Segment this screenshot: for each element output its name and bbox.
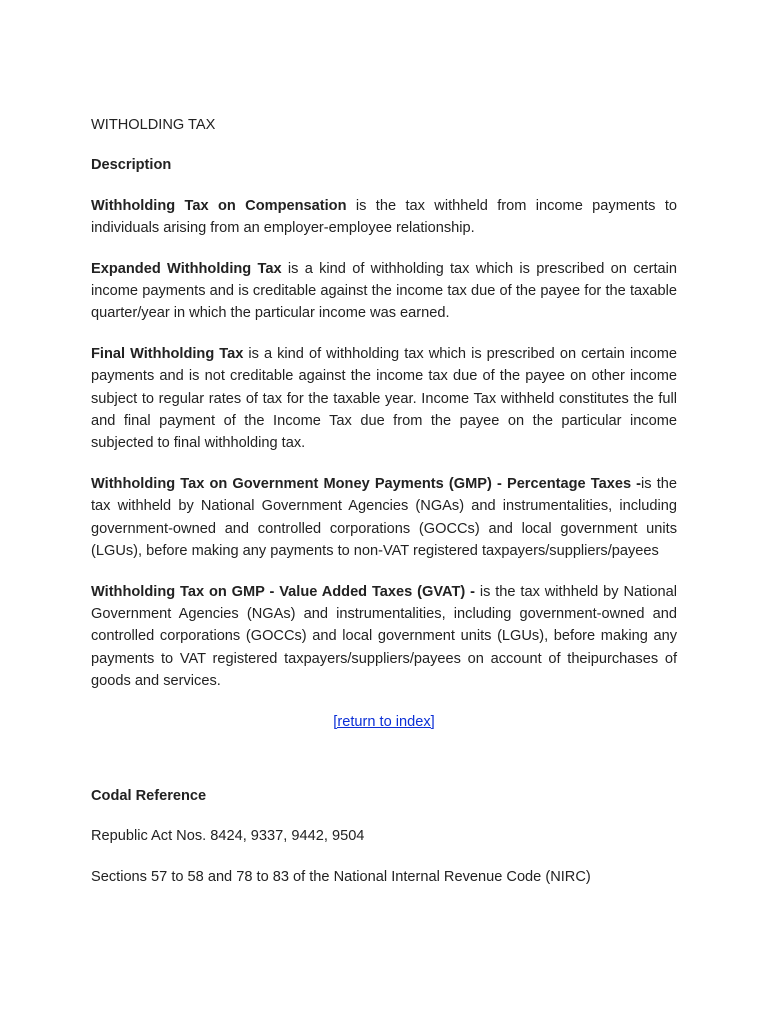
term-gvat: Withholding Tax on GMP - Value Added Taxes (GVAT) - xyxy=(91,583,475,600)
document-title xyxy=(91,114,677,136)
definition-expanded: is a kind of withholding tax which is prescribed on certain income payments and is creditable against the income tax due of the payee for the taxable quarter/year in which the particular income was earned. xyxy=(91,260,677,322)
codal-line-nirc-sections: Sections 57 to 58 and 78 to 83 of the National Internal Revenue Code (NIRC) xyxy=(91,868,591,885)
paragraph-compensation xyxy=(91,195,677,240)
return-to-index-link[interactable]: [return to index] xyxy=(333,713,435,730)
definition-gmp-percentage: is the tax withheld by National Government Agencies (NGAs) and instrumentalities, including government-owned and controlled corporations (GOCCs) and local government units (LGUs), before making any payments to non-VAT registered taxpayers/suppliers/payees xyxy=(91,475,677,560)
definition-gvat: is the tax withheld by National Government Agencies (NGAs) and instrumentalities, including government-owned and controlled corporations (GOCCs) and local government units (LGUs), before making any payments to VAT registered taxpayers/suppliers/payees on account of theipurchases of goods and services. xyxy=(91,583,677,690)
definition-compensation: is the tax withheld from income payments to individuals arising from an employer-employee relationship. xyxy=(91,197,677,237)
paragraph-gmp-percentage xyxy=(91,473,677,563)
paragraph-final xyxy=(91,343,677,455)
document-title-text: WITHOLDING TAX xyxy=(91,117,216,133)
description-heading: Description xyxy=(91,157,172,174)
paragraph-gvat xyxy=(91,581,677,693)
paragraph-expanded xyxy=(91,258,677,325)
term-gmp-percentage: Withholding Tax on Government Money Payments (GMP) - Percentage Taxes - xyxy=(91,475,642,492)
definition-final: is a kind of withholding tax which is prescribed on certain income payments and is not creditable against the income tax due of the payee on other income subject to regular rates of tax for the taxable year. Income Tax withheld constitutes the full and final payment of the Income Tax due from the payee on the particular income subjected to final withholding tax. xyxy=(91,345,677,452)
term-final: Final Withholding Tax xyxy=(91,345,244,362)
term-compensation: Withholding Tax on Compensation xyxy=(91,197,347,214)
return-link-row xyxy=(91,711,677,733)
term-expanded: Expanded Withholding Tax xyxy=(91,260,282,277)
codal-line-republic-act: Republic Act Nos. 8424, 9337, 9442, 9504 xyxy=(91,828,365,845)
codal-reference-heading: Codal Reference xyxy=(91,787,207,804)
